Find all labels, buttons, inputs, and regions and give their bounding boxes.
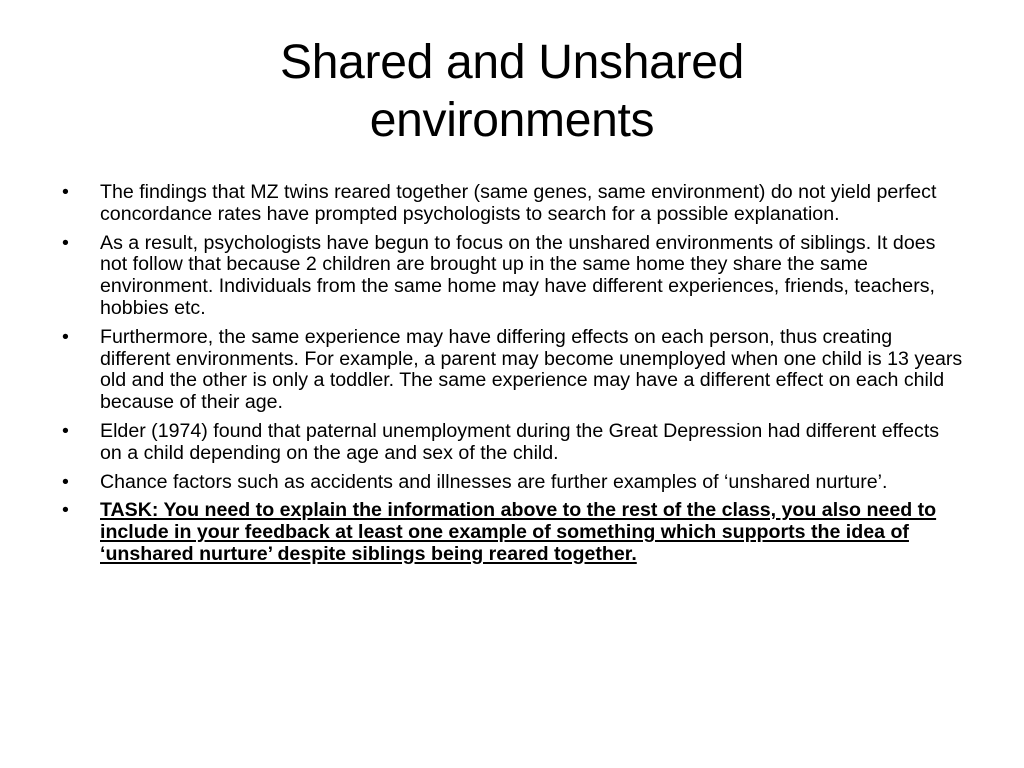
bullet-text: Elder (1974) found that paternal unemployment during the Great Depression had different effects on a child depending on the age and sex of the child.: [100, 419, 940, 464]
bullet-item-task: [60, 500, 964, 565]
bullet-marker: •: [62, 419, 69, 442]
bullet-text: As a result, psychologists have begun to focus on the unshared environments of siblings. It does not follow that because 2 children are brought up in the same home they share the same environment. Individuals from the same home may have different experiences, friends, teachers, hobbies etc.: [100, 231, 936, 319]
bullet-text: The findings that MZ twins reared together (same genes, same environment) do not yield perfect concordance rates have prompted psychologists to search for a possible explanation.: [100, 181, 937, 225]
bullet-list: [60, 182, 964, 573]
bullet-item-elder-1974: [60, 421, 964, 465]
slide-title-line-2: environments: [369, 94, 655, 147]
bullet-marker: •: [62, 181, 69, 203]
bullet-item-unshared-environments: [60, 233, 964, 320]
bullet-marker: •: [62, 325, 69, 348]
bullet-item-chance-factors: [60, 472, 964, 494]
bullet-text: Chance factors such as accidents and illnesses are further examples of ‘unshared nurture’.: [100, 470, 888, 493]
bullet-marker: •: [62, 470, 69, 493]
slide-title-line-1: Shared and Unshared: [280, 36, 744, 89]
bullet-text: Furthermore, the same experience may have differing effects on each person, thus creating different environments. For example, a parent may become unemployed when one child is 13 years old and the other is only a toddler. The same experience may have a different effect on each child because of their age.: [100, 325, 963, 414]
bullet-item-mz-twins: [60, 182, 964, 226]
task-instruction-text: TASK: You need to explain the information above to the rest of the class, you also need to include in your feedback at least one example of something which supports the idea of ‘unshared nurture’ despite siblings being reared together.: [100, 499, 937, 565]
slide-title: [100, 34, 924, 150]
bullet-item-differing-effects: [60, 327, 964, 414]
bullet-marker: •: [62, 231, 69, 254]
bullet-marker: •: [62, 499, 69, 522]
